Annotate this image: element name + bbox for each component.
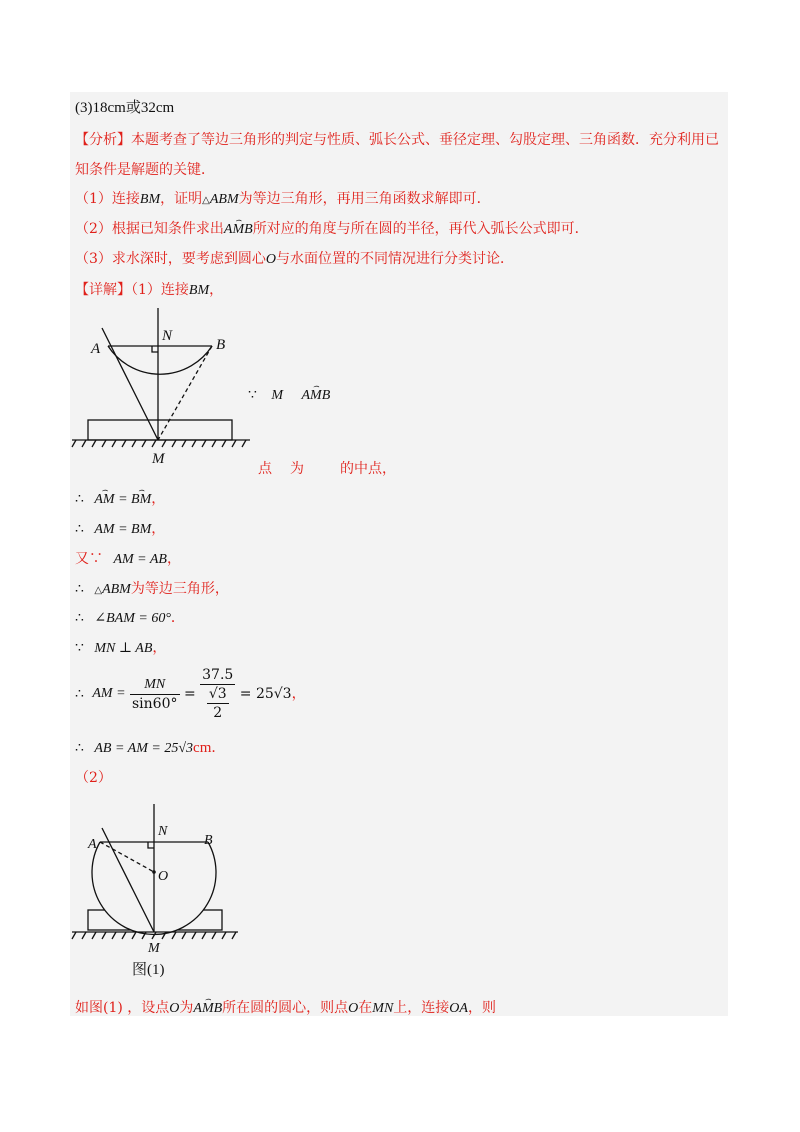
because-clause (248, 385, 330, 406)
last-o1: O (169, 1001, 180, 1016)
conclusion-line (75, 738, 225, 759)
part2-label: （2） (75, 770, 112, 786)
proof-2-prefix: ∴ (75, 521, 84, 537)
because-arc-amb: ⌢ AMB (302, 386, 331, 406)
conclusion-prefix: ∴ (75, 740, 84, 756)
proof-4-tail: 为等边三角形， (130, 581, 229, 597)
proof-1-tail: ， (151, 491, 166, 507)
midpoint-text1: 点 (258, 461, 272, 477)
formula-sqrt3: √3 (208, 686, 227, 702)
formula-fraction-2 (200, 666, 235, 722)
last-t6: ，则 (467, 1000, 496, 1016)
figure1-base (88, 420, 232, 440)
last-o2: O (348, 1001, 359, 1016)
proof-line-1 (75, 489, 165, 510)
step3-o: O (265, 252, 277, 267)
formula-den1: sin60° (132, 695, 178, 712)
because-symbol: ∵ (248, 387, 257, 403)
figure2-caption: 图(1) (132, 962, 165, 978)
formula-num2: 37.5 (202, 667, 234, 683)
last-line (75, 998, 496, 1019)
detail-bm: BM (188, 283, 210, 298)
proof-line-5 (75, 608, 185, 629)
analysis-line1 (75, 130, 719, 150)
step3-text-c: 与水面位置的不同情况进行分类讨论． (276, 251, 515, 267)
formula-fraction-1 (130, 676, 180, 713)
analysis-text1: 本题考查了等边三角形的判定与性质、弧长公式、垂径定理、勾股定理、三角函数．充分利用已 (131, 132, 719, 148)
because-point-m: M (271, 388, 284, 403)
analysis-step2 (75, 219, 589, 240)
detail-comma: ， (209, 282, 224, 298)
proof-line-3 (75, 549, 181, 570)
proof-4-expr: ABM (102, 582, 131, 597)
step2-arc-amb: ⌢ AMB (224, 220, 253, 240)
last-oa: OA (449, 1001, 468, 1016)
figure2-label-a: A (88, 837, 97, 852)
proof-5-expr: ∠BAM = 60° (94, 611, 171, 626)
conclusion-expr: AB = AM = 25√3 (94, 741, 194, 756)
conclusion-tail: ． (211, 740, 226, 756)
analysis-tag: 【分析】 (75, 132, 131, 148)
formula-num1: MN (130, 676, 180, 695)
last-t3: 所在圆的圆心，则点 (222, 1000, 349, 1016)
formula-eq: = (183, 686, 196, 702)
proof-3-tail: ， (166, 551, 181, 567)
answer-part3: (3)18cm或32cm (75, 100, 175, 116)
midpoint-text (258, 459, 396, 479)
figure1-label-n: N (162, 328, 173, 344)
step3-text-a: （3）求水深时，要考虑到圆心 (75, 251, 266, 267)
figure2-center-o (152, 870, 156, 874)
proof-3-expr: AM = AB (113, 552, 167, 567)
triangle-icon: △ (94, 585, 103, 596)
conclusion-unit: cm (193, 740, 212, 756)
proof-3-prefix: 又∵ (75, 551, 103, 567)
figure1-diagram (70, 306, 260, 466)
triangle-icon: △ (202, 195, 210, 206)
figure2-label-o: O (158, 869, 169, 884)
step1-text-e: 为等边三角形，再用三角函数求解即可． (238, 191, 491, 207)
figure2-label-m: M (148, 941, 160, 956)
step1-bm: BM (139, 192, 161, 207)
proof-2-tail: ， (151, 521, 166, 537)
formula-am (75, 666, 306, 722)
formula-two: 2 (213, 705, 223, 721)
detail-line (75, 280, 223, 301)
last-t5: 上，连接 (393, 1000, 450, 1016)
proof-line-6 (75, 638, 166, 659)
proof-4-prefix: ∴ (75, 581, 84, 597)
proof-1-prefix: ∴ (75, 491, 84, 507)
analysis-step1 (75, 189, 491, 211)
figure1-label-b: B (216, 337, 226, 353)
proof-5-prefix: ∴ (75, 610, 84, 626)
midpoint-text2: 为 (290, 461, 304, 477)
last-t4: 在 (358, 1000, 373, 1016)
proof-1-expr: ⌢ AM = ⌢ BM (94, 492, 151, 507)
step2-text-c: 所对应的角度与所在圆的半径，再代入弧长公式即可． (252, 221, 589, 237)
figure1-label-m: M (152, 451, 165, 466)
formula-tail: ， (291, 686, 306, 702)
analysis-text2: 知条件是解题的关键． (75, 162, 215, 178)
proof-6-prefix: ∵ (75, 640, 84, 656)
analysis-step3 (75, 249, 514, 270)
figure1-hatch (72, 440, 246, 447)
step1-abm: ABM (209, 192, 239, 207)
step1-text-a: （1）连接 (75, 191, 140, 207)
detail-text: （1）连接 (131, 282, 189, 298)
last-t1: 如图(1) ，设点 (75, 1000, 170, 1016)
proof-6-tail: ， (152, 640, 167, 656)
figure1-label-a: A (91, 341, 101, 357)
proof-2-expr: AM = BM (94, 522, 152, 537)
step2-text-a: （2）根据已知条件求出 (75, 221, 224, 237)
proof-5-tail: ． (170, 610, 185, 626)
midpoint-text3: 的中点， (340, 461, 396, 477)
figure2-label-n: N (158, 824, 168, 839)
last-arc-amb: ⌢ AMB (193, 999, 222, 1019)
proof-line-2 (75, 519, 165, 540)
step1-text-c: ，证明 (160, 191, 203, 207)
formula-prefix: ∴ (75, 686, 84, 702)
last-mn: MN (372, 1001, 394, 1016)
formula-result: = 25√3 (239, 686, 292, 702)
formula-lhs: AM = (92, 686, 126, 701)
last-t2: 为 (179, 1000, 194, 1016)
proof-line-4 (75, 579, 229, 601)
figure2-label-b: B (204, 833, 213, 848)
formula-den2 (200, 685, 235, 722)
formula-sub-fraction (207, 685, 229, 722)
proof-6-expr: MN ⊥ AB (94, 641, 153, 656)
figure2-diagram (70, 800, 250, 980)
detail-tag: 【详解】 (75, 282, 131, 298)
